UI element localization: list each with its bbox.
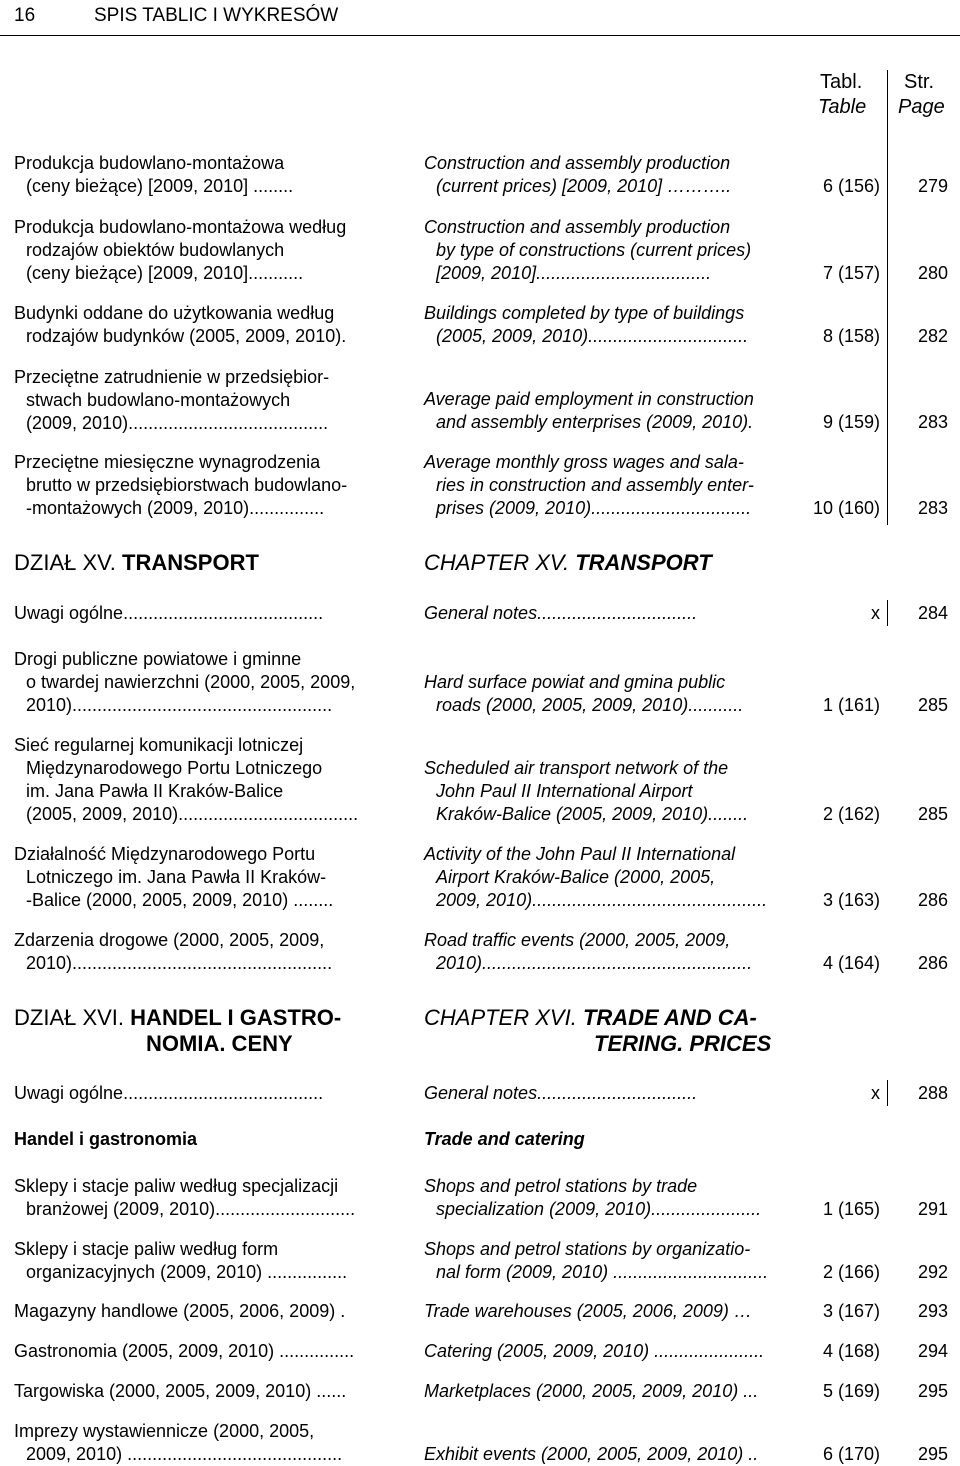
entry-title-en-line: roads (2000, 2005, 2009, 2010)........... bbox=[436, 695, 744, 715]
entry-page-ref: 284 bbox=[917, 603, 948, 623]
entry-table-ref: 3 (167) bbox=[822, 1301, 880, 1321]
entry-title-en-line: Marketplaces (2000, 2005, 2009, 2010) ... bbox=[424, 1381, 759, 1401]
entry-title-en-line: Scheduled air transport network of the bbox=[424, 758, 729, 778]
entry-title-pl-line: Sklepy i stacje paliw według specjalizacji bbox=[14, 1176, 339, 1196]
entry-title-pl-line: -montażowych (2009, 2010)............... bbox=[26, 498, 325, 518]
entry-title-en-line: Hard surface powiat and gmina public bbox=[424, 672, 726, 692]
entry-table-ref: 3 (163) bbox=[822, 890, 880, 910]
entry-title-en-line: Average paid employment in construction bbox=[424, 389, 754, 409]
entry-table-ref: 2 (166) bbox=[822, 1262, 880, 1282]
entry-page-ref: 283 bbox=[917, 498, 948, 518]
entry-title-pl-line: Lotniczego im. Jana Pawła II Kraków- bbox=[26, 867, 327, 887]
entry-title-en-line: Buildings completed by type of buildings bbox=[424, 303, 745, 323]
header-rule bbox=[0, 35, 960, 36]
entry-page-ref: 280 bbox=[917, 263, 948, 283]
entry-page-ref: 286 bbox=[917, 890, 948, 910]
general-notes-16-en: General notes................................ bbox=[424, 1083, 698, 1103]
entry-title-pl-line: Przeciętne zatrudnienie w przedsiębior- bbox=[14, 367, 330, 387]
chapter-16-heading-pl bbox=[14, 1005, 341, 1031]
entry-title-en-line: ries in construction and assembly enter- bbox=[436, 475, 754, 495]
entry-title-pl-line: Produkcja budowlano-montażowa bbox=[14, 153, 285, 173]
chapter-16-title-en-1: TRADE AND CA- bbox=[582, 1005, 757, 1030]
entry-title-pl-line: 2009, 2010) ........................................... bbox=[26, 1444, 343, 1464]
entry-page-ref: 292 bbox=[917, 1262, 948, 1282]
col-str-label: Str. bbox=[904, 71, 935, 93]
page-number: 16 bbox=[14, 5, 36, 26]
entry-title-pl-line: Uwagi ogólne........................................ bbox=[14, 603, 324, 623]
entry-title-en-line: (2005, 2009, 2010)................................ bbox=[436, 326, 749, 346]
chapter-16-title-pl-1: HANDEL I GASTRO- bbox=[130, 1005, 342, 1030]
running-title: SPIS TABLIC I WYKRESÓW bbox=[94, 5, 339, 26]
entry-table-ref: 4 (164) bbox=[822, 953, 880, 973]
entry-title-pl-line: Sklepy i stacje paliw według form bbox=[14, 1239, 279, 1259]
entry-page-ref: 283 bbox=[917, 412, 948, 432]
entry-title-pl-line: rodzajów obiektów budowlanych bbox=[26, 240, 285, 260]
entry-table-ref: 1 (161) bbox=[822, 695, 880, 715]
entry-title-en-line: Activity of the John Paul II International bbox=[424, 844, 736, 864]
entry-title-en-line: Road traffic events (2000, 2005, 2009, bbox=[424, 930, 731, 950]
entry-title-en-line: and assembly enterprises (2009, 2010). bbox=[436, 412, 754, 432]
entry-title-pl-line: Działalność Międzynarodowego Portu bbox=[14, 844, 316, 864]
entry-title-pl-line: brutto w przedsiębiorstwach budowlano- bbox=[26, 475, 348, 495]
entry-page-ref: 291 bbox=[917, 1199, 948, 1219]
chapter-15-heading-en bbox=[424, 550, 712, 576]
entry-title-en-line: nal form (2009, 2010) ............................... bbox=[436, 1262, 769, 1282]
entry-table-ref: 10 (160) bbox=[812, 498, 880, 518]
entry-title-en-line: Construction and assembly production bbox=[424, 217, 731, 237]
entry-title-pl-line: 2010).................................................... bbox=[26, 695, 333, 715]
subsection-title-en: Trade and catering bbox=[424, 1129, 585, 1149]
chapter-15-heading-pl bbox=[14, 550, 259, 576]
entry-table-ref: 5 (169) bbox=[822, 1381, 880, 1401]
entry-title-pl-line: Imprezy wystawiennicze (2000, 2005, bbox=[14, 1421, 315, 1441]
entry-table-ref: 2 (162) bbox=[822, 804, 880, 824]
entry-table-ref: x bbox=[871, 603, 880, 623]
entry-title-pl-line: -Balice (2000, 2005, 2009, 2010) ........ bbox=[26, 890, 334, 910]
entry-title-pl-line: Targowiska (2000, 2005, 2009, 2010) ...... bbox=[14, 1381, 347, 1401]
entry-page-ref: 286 bbox=[917, 953, 948, 973]
entry-title-pl-line: Budynki oddane do użytkowania według bbox=[14, 303, 335, 323]
entry-title-en-line: [2009, 2010]................................... bbox=[436, 263, 712, 283]
entry-title-pl-line: Magazyny handlowe (2005, 2006, 2009) . bbox=[14, 1301, 346, 1321]
entry-title-en-line: Shops and petrol stations by organizatio- bbox=[424, 1239, 751, 1259]
entry-title-en-line: General notes................................ bbox=[424, 603, 698, 623]
chapter-15-title-en: TRANSPORT bbox=[575, 550, 712, 575]
entry-title-pl-line: Sieć regularnej komunikacji lotniczej bbox=[14, 735, 304, 755]
entry-title-en-line: Airport Kraków-Balice (2000, 2005, bbox=[436, 867, 716, 887]
col-page-label: Page bbox=[898, 96, 945, 118]
entry-title-en-line: Shops and petrol stations by trade bbox=[424, 1176, 698, 1196]
entry-title-en-line: by type of constructions (current prices) bbox=[436, 240, 752, 260]
entry-title-en-line: 2009, 2010)............................................... bbox=[436, 890, 768, 910]
entry-title-pl-line: 2010).................................................... bbox=[26, 953, 333, 973]
entry-title-en-line: Exhibit events (2000, 2005, 2009, 2010) .. bbox=[424, 1444, 759, 1464]
entry-table-ref: 8 (158) bbox=[822, 326, 880, 346]
entry-title-en-line: 2010)...................................................... bbox=[436, 953, 753, 973]
chapter-16-prefix-en: CHAPTER XVI. bbox=[424, 1005, 577, 1030]
column-rule-notes-15 bbox=[887, 600, 888, 626]
entry-page-ref: 285 bbox=[917, 695, 948, 715]
entry-title-en-line: prises (2009, 2010)................................ bbox=[436, 498, 752, 518]
entry-table-ref: 9 (159) bbox=[822, 412, 880, 432]
entry-page-ref: 295 bbox=[917, 1381, 948, 1401]
column-rule-notes-16 bbox=[887, 1080, 888, 1106]
column-rule-top bbox=[887, 70, 888, 525]
entry-page-ref: 295 bbox=[917, 1444, 948, 1464]
chapter-15-prefix-en: CHAPTER XV. bbox=[424, 550, 570, 575]
entry-title-pl-line: (ceny bieżące) [2009, 2010] ........ bbox=[26, 176, 294, 196]
entry-title-pl-line: Drogi publiczne powiatowe i gminne bbox=[14, 649, 302, 669]
chapter-15-title-pl: TRANSPORT bbox=[122, 550, 259, 575]
entry-page-ref: 279 bbox=[917, 176, 948, 196]
chapter-16-title-pl-2: NOMIA. CENY bbox=[146, 1031, 293, 1056]
entry-title-pl-line: branżowej (2009, 2010)............................ bbox=[26, 1199, 356, 1219]
entry-title-en-line: Construction and assembly production bbox=[424, 153, 731, 173]
entry-title-pl-line: Gastronomia (2005, 2009, 2010) ............... bbox=[14, 1341, 355, 1361]
entry-title-en-line: Average monthly gross wages and sala- bbox=[424, 452, 744, 472]
entry-title-pl-line: Międzynarodowego Portu Lotniczego bbox=[26, 758, 323, 778]
entry-title-en-line: John Paul II International Airport bbox=[436, 781, 693, 801]
entry-title-pl-line: organizacyjnych (2009, 2010) ................ bbox=[26, 1262, 348, 1282]
general-notes-16-page-ref: 288 bbox=[917, 1083, 948, 1103]
entry-title-pl-line: (2005, 2009, 2010).................................... bbox=[26, 804, 359, 824]
chapter-16-title-en-2: TERING. PRICES bbox=[594, 1031, 772, 1056]
entry-table-ref: 6 (170) bbox=[822, 1444, 880, 1464]
entry-title-en-line: Catering (2005, 2009, 2010) ...................... bbox=[424, 1341, 765, 1361]
general-notes-16-pl: Uwagi ogólne........................................ bbox=[14, 1083, 324, 1103]
entry-table-ref: 4 (168) bbox=[822, 1341, 880, 1361]
entry-title-pl-line: Zdarzenia drogowe (2000, 2005, 2009, bbox=[14, 930, 325, 950]
chapter-15-prefix-pl: DZIAŁ XV. bbox=[14, 550, 116, 575]
chapter-16-prefix-pl: DZIAŁ XVI. bbox=[14, 1005, 125, 1030]
entry-title-en-line: Kraków-Balice (2005, 2009, 2010)........ bbox=[436, 804, 749, 824]
entry-title-pl-line: o twardej nawierzchni (2000, 2005, 2009, bbox=[26, 672, 356, 692]
chapter-16-heading-en bbox=[424, 1005, 757, 1031]
entry-title-pl-line: rodzajów budynków (2005, 2009, 2010). bbox=[26, 326, 347, 346]
entry-page-ref: 293 bbox=[917, 1301, 948, 1321]
col-tabl-label: Tabl. bbox=[820, 71, 863, 93]
subsection-title-pl: Handel i gastronomia bbox=[14, 1129, 198, 1149]
entry-title-en-line: Trade warehouses (2005, 2006, 2009) … bbox=[424, 1301, 752, 1321]
entry-title-pl-line: stwach budowlano-montażowych bbox=[26, 390, 291, 410]
entry-title-pl-line: Produkcja budowlano-montażowa według bbox=[14, 217, 347, 237]
entry-title-pl-line: (ceny bieżące) [2009, 2010]........... bbox=[26, 263, 304, 283]
entry-table-ref: 1 (165) bbox=[822, 1199, 880, 1219]
entry-title-en-line: specialization (2009, 2010)...................... bbox=[436, 1199, 762, 1219]
entry-title-pl-line: im. Jana Pawła II Kraków-Balice bbox=[26, 781, 284, 801]
col-table-label: Table bbox=[818, 96, 867, 118]
entry-page-ref: 294 bbox=[917, 1341, 948, 1361]
entry-table-ref: 6 (156) bbox=[822, 176, 880, 196]
entry-title-pl-line: Przeciętne miesięczne wynagrodzenia bbox=[14, 452, 321, 472]
entry-page-ref: 282 bbox=[917, 326, 948, 346]
general-notes-16-table-ref: x bbox=[871, 1083, 880, 1103]
entry-title-en-line: (current prices) [2009, 2010] ……….. bbox=[436, 176, 732, 196]
entry-title-pl-line: (2009, 2010)........................................ bbox=[26, 413, 329, 433]
entry-page-ref: 285 bbox=[917, 804, 948, 824]
entry-table-ref: 7 (157) bbox=[822, 263, 880, 283]
